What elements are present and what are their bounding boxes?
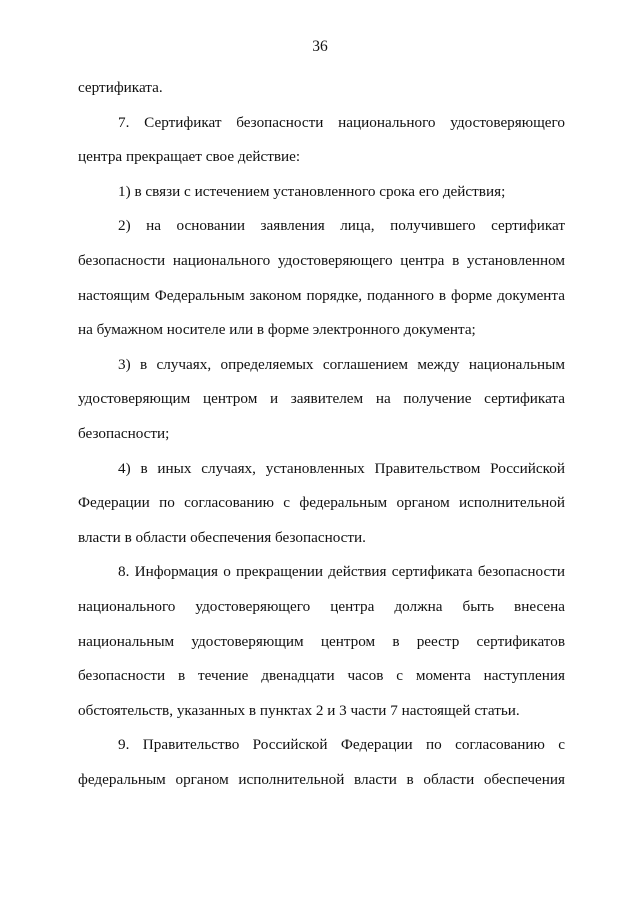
text-line: федеральным органом исполнительной власти в области обеспечения: [78, 770, 565, 788]
text-line: обстоятельств, указанных в пунктах 2 и 3 части 7 настоящей статьи.: [78, 701, 520, 719]
text-line: власти в области обеспечения безопасности.: [78, 528, 366, 546]
text-line: безопасности;: [78, 424, 170, 442]
text-line: 1) в связи с истечением установленного срока его действия;: [118, 182, 506, 200]
text-line: национальным удостоверяющим центром в реестр сертификатов: [78, 632, 565, 650]
text-line: безопасности в течение двенадцати часов с момента наступления: [78, 667, 565, 685]
text-line: Федерации по согласованию с федеральным органом исполнительной: [78, 494, 565, 512]
text-line: 4) в иных случаях, установленных Правительством Российской: [118, 459, 565, 477]
text-line: безопасности национального удостоверяющего центра в установленном: [78, 251, 565, 269]
text-line: на бумажном носителе или в форме электронного документа;: [78, 321, 476, 339]
text-line: 8. Информация о прекращении действия сертификата безопасности: [118, 563, 565, 581]
text-line: удостоверяющим центром и заявителем на получение сертификата: [78, 390, 565, 408]
text-line: настоящим Федеральным законом порядке, поданного в форме документа: [78, 286, 565, 304]
text-line: 3) в случаях, определяемых соглашением между национальным: [118, 355, 565, 373]
text-line: 9. Правительство Российской Федерации по согласованию с: [118, 736, 565, 754]
document-body: [78, 71, 565, 797]
page-number: 36: [312, 38, 328, 55]
text-line: 2) на основании заявления лица, получившего сертификат: [118, 217, 565, 235]
text-line: национального удостоверяющего центра должна быть внесена: [78, 597, 565, 615]
text-line: 7. Сертификат безопасности национального удостоверяющего: [118, 113, 565, 131]
text-line: центра прекращает свое действие:: [78, 148, 301, 166]
text-line: сертификата.: [78, 79, 163, 96]
